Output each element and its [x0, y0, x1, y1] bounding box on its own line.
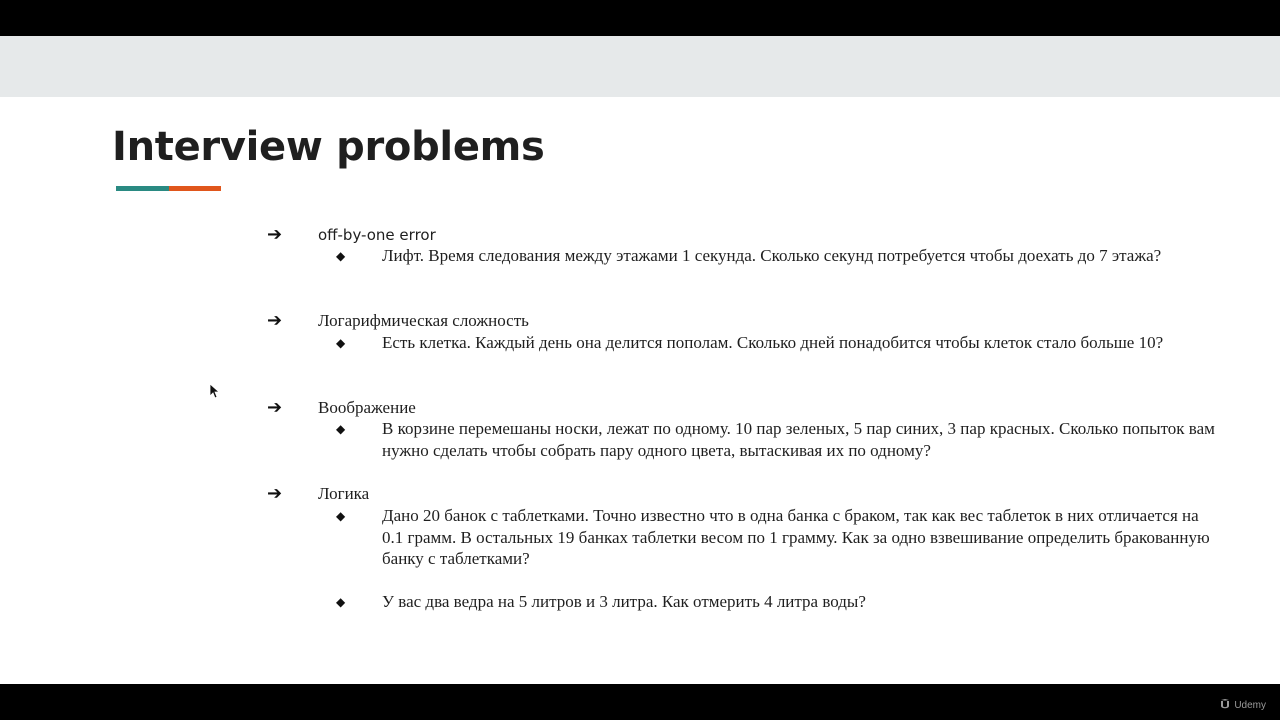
- mouse-pointer-icon: [209, 383, 219, 399]
- slide-content: [0, 36, 1280, 684]
- udemy-watermark: [1219, 699, 1266, 711]
- bullet-label: Логика: [318, 484, 370, 503]
- bullet-label: off-by-one error: [318, 226, 436, 244]
- bullet-label: Логарифмическая сложность: [318, 311, 529, 330]
- watermark-text: Udemy: [1234, 699, 1266, 711]
- arrow-bullet-icon: ➔: [267, 397, 283, 418]
- slide: [0, 36, 1280, 684]
- arrow-bullet-icon: ➔: [267, 483, 283, 504]
- arrow-bullet-icon: ➔: [267, 224, 283, 245]
- udemy-logo-icon: [1219, 699, 1231, 711]
- sub-bullet-text: В корзине перемешаны носки, лежат по одному. 10 пар зеленых, 5 пар синих, 3 пар красных. Сколько попыток вам нужно сделать чтобы собрать пару одного цвета, вытаскивая их по одному?: [382, 419, 1215, 460]
- sub-bullet-text: Дано 20 банок с таблетками. Точно известно что в одна банка с браком, так как вес таблеток в них отличается на 0.1 грамм. В остальных 19 банках таблетки весом по 1 грамму. Как за одно взвешивание определить бракованную банку с таблетками?: [382, 506, 1210, 568]
- sub-bullet-text: Лифт. Время следования между этажами 1 секунда. Сколько секунд потребуется чтобы доехать до 7 этажа?: [382, 246, 1162, 265]
- bullet-label: Воображение: [318, 398, 416, 417]
- diamond-bullet-icon: ◆: [336, 249, 346, 263]
- diamond-bullet-icon: ◆: [336, 422, 346, 436]
- diamond-bullet-icon: ◆: [336, 595, 346, 609]
- sub-bullet-text: У вас два ведра на 5 литров и 3 литра. Как отмерить 4 литра воды?: [382, 592, 866, 611]
- arrow-bullet-icon: ➔: [267, 310, 283, 331]
- sub-bullet-text: Есть клетка. Каждый день она делится пополам. Сколько дней понадобится чтобы клеток стало больше 10?: [382, 333, 1164, 352]
- diamond-bullet-icon: ◆: [336, 336, 346, 350]
- slide-title: Interview problems: [112, 124, 545, 170]
- diamond-bullet-icon: ◆: [336, 509, 346, 523]
